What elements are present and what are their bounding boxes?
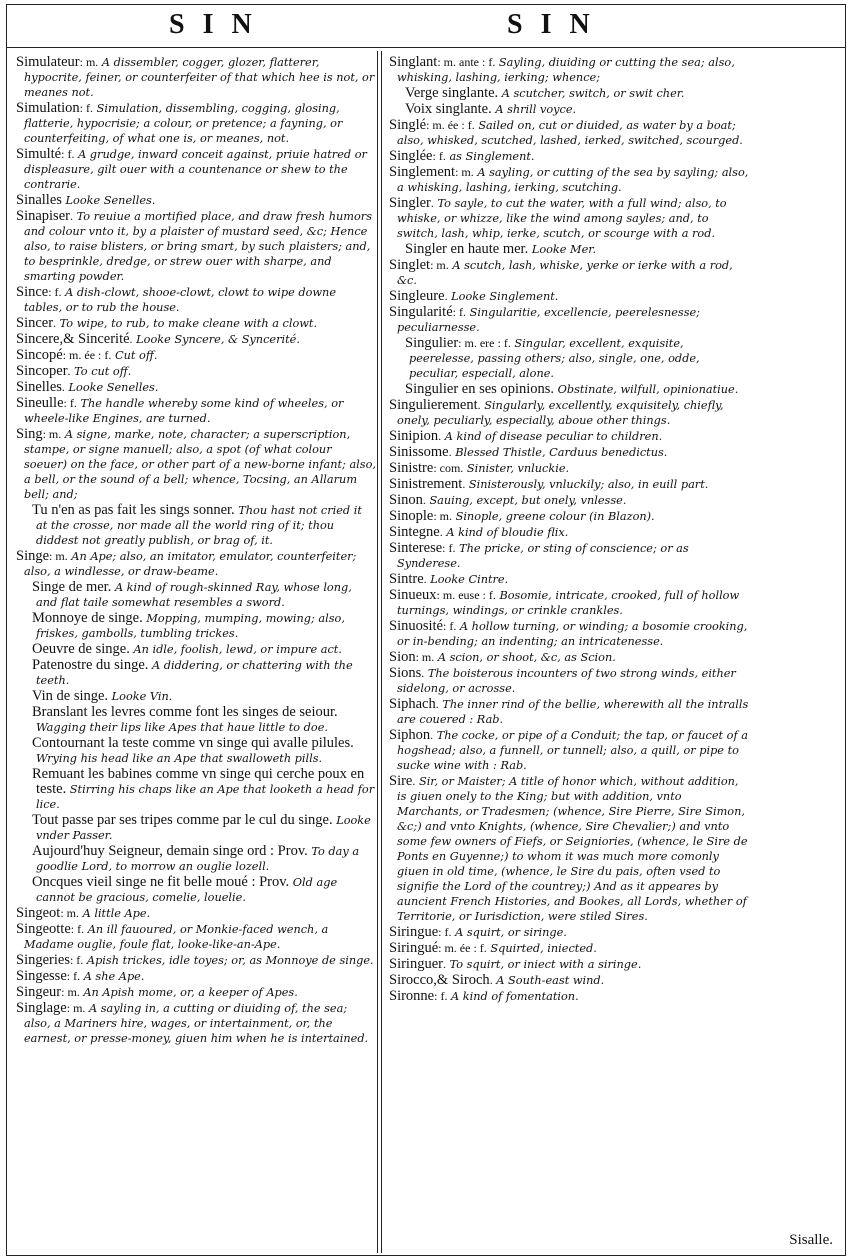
definition: Bosomie, intricate, crooked, full of hollow turnings, windings, or crinkle crankles. bbox=[397, 589, 740, 617]
headword: Simulté bbox=[16, 146, 62, 162]
headword: Singlement bbox=[389, 164, 456, 180]
running-header bbox=[7, 5, 845, 48]
headword: Sinelles bbox=[16, 379, 62, 395]
grammar-label: : m. bbox=[455, 165, 474, 179]
headword: Singulierement bbox=[389, 397, 478, 413]
dictionary-entry bbox=[389, 666, 749, 696]
grammar-label: . bbox=[430, 196, 434, 210]
dictionary-entry bbox=[389, 957, 749, 972]
definition: Looke Mer. bbox=[531, 243, 597, 256]
dictionary-entry bbox=[389, 941, 749, 956]
dictionary-entry bbox=[389, 493, 749, 508]
definition: A signe, marke, note, character; a superscription, stampe, or signe manuell; also, a spot (of what colour soeuer) on the face, or other part of a new-borne infant; also, a bell, or the sound of a bell; whence, Tocsing, an Allarum bell; and; bbox=[24, 428, 376, 501]
definition: A kind of fomentation. bbox=[451, 990, 579, 1003]
definition: Looke Cintre. bbox=[430, 573, 509, 586]
headword: Singeot bbox=[16, 905, 61, 921]
definition: Cut off. bbox=[114, 349, 158, 362]
definition: A kind of bloudie flix. bbox=[446, 526, 569, 539]
grammar-label: : com. bbox=[433, 461, 464, 475]
grammar-label: . bbox=[462, 477, 466, 491]
definition: The inner rind of the bellie, wherewith all the intralls are couered : Rab. bbox=[397, 698, 749, 726]
grammar-label: . bbox=[477, 398, 481, 412]
dictionary-entry bbox=[389, 382, 749, 397]
dictionary-entry bbox=[16, 813, 376, 843]
headword: Simulation bbox=[16, 100, 80, 116]
grammar-label: : f. bbox=[70, 922, 85, 936]
definition: Mopping, mumping, mowing; also, friskes, gambolls, tumbling trickes. bbox=[36, 612, 345, 640]
dictionary-entry bbox=[16, 332, 376, 347]
grammar-label: : m. ante : f. bbox=[437, 55, 496, 69]
dictionary-entry bbox=[16, 348, 376, 363]
grammar-label: : m. bbox=[60, 906, 79, 920]
grammar-label: : m. bbox=[415, 650, 435, 664]
definition: A scutcher, switch, or swit cher. bbox=[501, 87, 685, 100]
definition: Looke Singlement. bbox=[451, 290, 559, 303]
definition: Sinister, vnluckie. bbox=[466, 462, 570, 475]
dictionary-entry bbox=[389, 650, 749, 665]
grammar-label: . bbox=[53, 316, 57, 330]
definition: A squirt, or siringe. bbox=[455, 926, 567, 939]
headword: Sinipion bbox=[389, 428, 439, 444]
grammar-label: : f. bbox=[432, 149, 446, 163]
headword: Verge singlante. bbox=[405, 85, 499, 101]
headword: Sinistre bbox=[389, 460, 434, 476]
headword: Singleure bbox=[389, 288, 445, 304]
headword: Oeuvre de singe. bbox=[32, 641, 130, 657]
catchword: Sisalle. bbox=[789, 1232, 833, 1248]
definition: A scion, or shoot, &c, as Scion. bbox=[437, 651, 616, 664]
definition: A grudge, inward conceit against, priuie hatred or displeasure, gilt ouer with a countenance or shew to the contrarie. bbox=[24, 148, 367, 191]
headword: Singlage bbox=[16, 1000, 67, 1016]
dictionary-entry bbox=[16, 503, 376, 548]
headword: Siphon bbox=[389, 727, 431, 743]
definition: Sinisterously, vnluckily; also, in euill part. bbox=[468, 478, 709, 491]
grammar-label: . bbox=[439, 525, 443, 539]
grammar-label: : f. bbox=[452, 305, 466, 319]
definition: The handle whereby some kind of wheeles, or wheele-like Engines, are turned. bbox=[24, 397, 344, 425]
definition: An idle, foolish, lewd, or impure act. bbox=[133, 643, 342, 656]
dictionary-entry bbox=[389, 461, 749, 476]
definition: A hollow turning, or winding; a bosomie crooking, or in-bending; an indenting; an intricatenesse. bbox=[397, 620, 748, 648]
dictionary-entry bbox=[16, 549, 376, 579]
headword: Monnoye de singe. bbox=[32, 610, 143, 626]
dictionary-entry bbox=[16, 611, 376, 641]
definition: A little Ape. bbox=[82, 907, 151, 920]
dictionary-entry bbox=[16, 736, 376, 766]
grammar-label: : f. bbox=[69, 953, 84, 967]
grammar-label: : f. bbox=[434, 989, 448, 1003]
dictionary-entry bbox=[16, 427, 376, 502]
grammar-label: . bbox=[69, 209, 73, 223]
headword: Singlé bbox=[389, 117, 427, 133]
grammar-label: . bbox=[438, 429, 442, 443]
headword: Patenostre du singe. bbox=[32, 657, 149, 673]
headword: Sing bbox=[16, 426, 43, 442]
headword: Singularité bbox=[389, 304, 453, 320]
dictionary-entry bbox=[16, 658, 376, 688]
dictionary-entry bbox=[389, 242, 749, 257]
dictionary-entry bbox=[16, 193, 376, 208]
definition: Looke vnder Passer. bbox=[36, 814, 371, 842]
dictionary-entry bbox=[389, 525, 749, 540]
headword: Singulier en ses opinions. bbox=[405, 381, 555, 397]
dictionary-entry bbox=[389, 588, 749, 618]
headword: Singler bbox=[389, 195, 431, 211]
dictionary-entry bbox=[389, 398, 749, 428]
dictionary-entry bbox=[389, 445, 749, 460]
headword: Sire bbox=[389, 773, 413, 789]
headword: Sincere,& Sincerité bbox=[16, 331, 130, 347]
grammar-label: . bbox=[423, 572, 427, 586]
headword: Contournant la teste comme vn singe qui avalle pilules. bbox=[32, 735, 354, 751]
definition: A dissembler, cogger, glozer, flatterer, hypocrite, feiner, or counterfeiter of that which hee is not, or meanes not. bbox=[24, 56, 375, 99]
headword: Sinalles bbox=[16, 192, 62, 208]
dictionary-entry bbox=[16, 147, 376, 192]
grammar-label: . bbox=[129, 332, 133, 346]
dictionary-entry bbox=[16, 364, 376, 379]
definition: A diddering, or chattering with the teeth. bbox=[36, 659, 353, 687]
column-divider bbox=[377, 51, 382, 1253]
definition: Stirring his chaps like an Ape that looketh a head for lice. bbox=[36, 783, 375, 811]
headword: Tu n'en as pas fait les sings sonner. bbox=[32, 502, 235, 518]
dictionary-entry bbox=[389, 149, 749, 164]
grammar-label: : m. bbox=[49, 549, 68, 563]
grammar-label: . bbox=[421, 666, 425, 680]
definition: Sir, or Maister; A title of honor which, without addition, is giuen onely to the King; but with addition, vnto Marchants, or Tradesmen; (whence, Sire Pierre, Sire Simon, &c;) and vnto Knights, (whence, Sire Chevalier;) and vnto some few owners of Fiefs, or Seigniories, (whence, le Sire de Ponts en Guyenne;) to whom it was much more comonly giuen in old time, (whence, le Sire du pais, often vsed to signifie the Lord of the countrey;) And as it appeares by auncient French Histories, and Bookes, all Lords, whether of Territorie, or Iurisdiction, were stiled Sires. bbox=[397, 775, 748, 923]
dictionary-entry bbox=[389, 989, 749, 1004]
grammar-label: : f. bbox=[438, 925, 452, 939]
dictionary-entry bbox=[16, 101, 376, 146]
dictionary-entry bbox=[16, 396, 376, 426]
dictionary-entry bbox=[389, 258, 749, 288]
definition: The cocke, or pipe of a Conduit; the tap, or faucet of a hogshead; also, a funnell, or tunnell; also, a quill, or pipe to sucke wine with : Rab. bbox=[397, 729, 748, 772]
grammar-label: . bbox=[444, 289, 448, 303]
headword: Singeotte bbox=[16, 921, 71, 937]
definition: A sayling, or cutting of the sea by sayling; also, a whisking, lashing, ierking, scutching. bbox=[397, 166, 749, 194]
dictionary-entry bbox=[16, 209, 376, 284]
headword: Sinissome bbox=[389, 444, 449, 460]
definition: A scutch, lash, whiske, yerke or ierke with a rod, &c. bbox=[397, 259, 733, 287]
definition: A South-east wind. bbox=[496, 974, 605, 987]
dictionary-entry bbox=[389, 728, 749, 773]
definition: Thou hast not cried it at the crosse, nor made all the world ring of it; thou diddest not greatly publish, or brag of, it. bbox=[36, 504, 362, 547]
dictionary-entry bbox=[389, 86, 749, 101]
grammar-label: : m. ée : f. bbox=[62, 348, 112, 362]
dictionary-entry bbox=[389, 477, 749, 492]
grammar-label: : m. bbox=[42, 427, 62, 441]
definition: Wrying his head like an Ape that swalloweth pills. bbox=[36, 752, 323, 765]
dictionary-entry bbox=[16, 380, 376, 395]
headword: Singe de mer. bbox=[32, 579, 112, 595]
headword: Sinuosité bbox=[389, 618, 443, 634]
definition: Squirted, iniected. bbox=[490, 942, 597, 955]
headword: Simulateur bbox=[16, 55, 80, 70]
headword: Singesse bbox=[16, 968, 67, 984]
grammar-label: . bbox=[442, 957, 446, 971]
headword: Branslant les levres comme font les singes de seiour. bbox=[32, 704, 338, 720]
definition: A sayling in, a cutting or diuiding of, the sea; also, a Mariners hire, wages, or intertainment, or, the earnest, or presse-money, giuen him when he is intertained. bbox=[24, 1002, 369, 1045]
dictionary-entry bbox=[16, 985, 376, 1000]
definition: as Singlement. bbox=[449, 150, 535, 163]
grammar-label: : m. ere : f. bbox=[458, 336, 511, 350]
grammar-label: : f. bbox=[48, 285, 62, 299]
definition: To squirt, or iniect with a siringe. bbox=[449, 958, 642, 971]
grammar-label: . bbox=[422, 493, 426, 507]
grammar-label: : f. bbox=[79, 101, 93, 115]
dictionary-entry bbox=[16, 906, 376, 921]
headword: Sincopé bbox=[16, 347, 63, 363]
definition: Wagging their lips like Apes that haue little to doe. bbox=[36, 721, 328, 734]
dictionary-entry bbox=[16, 285, 376, 315]
dictionary-entry bbox=[16, 875, 376, 905]
definition: A kind of rough-skinned Ray, whose long, and flat taile somewhat resembles a sword. bbox=[36, 581, 352, 609]
headword: Singlant bbox=[389, 55, 438, 70]
dictionary-entry bbox=[16, 642, 376, 657]
definition: A she Ape. bbox=[83, 970, 145, 983]
headword: Singe bbox=[16, 548, 50, 564]
grammar-label: . bbox=[489, 973, 493, 987]
headword: Sintre bbox=[389, 571, 424, 587]
dictionary-entry bbox=[389, 305, 749, 335]
definition: Singularly, excellently, exquisitely, chiefly, onely, peculiarly, especially, aboue other things. bbox=[397, 399, 724, 427]
headword: Sinon bbox=[389, 492, 423, 508]
dictionary-entry bbox=[389, 196, 749, 241]
headword: Singlet bbox=[389, 257, 431, 273]
dictionary-entry bbox=[16, 969, 376, 984]
grammar-label: : m. euse : f. bbox=[436, 588, 496, 602]
headword: Tout passe par ses tripes comme par le cul du singe. bbox=[32, 812, 333, 828]
header-right: SIN bbox=[507, 9, 608, 40]
definition: An Ape; also, an imitator, emulator, counterfeiter; also, a windlesse, or draw-beame. bbox=[24, 550, 357, 578]
definition: Looke Syncere, & Syncerité. bbox=[136, 333, 300, 346]
definition: A kind of disease peculiar to children. bbox=[444, 430, 663, 443]
definition: Sinople, greene colour (in Blazon). bbox=[455, 510, 655, 523]
headword: Sions bbox=[389, 665, 422, 681]
grammar-label: : m. bbox=[79, 55, 99, 69]
headword: Singler en haute mer. bbox=[405, 241, 529, 257]
headword: Siringué bbox=[389, 940, 439, 956]
definition: A shrill voyce. bbox=[495, 103, 577, 116]
dictionary-entry bbox=[389, 165, 749, 195]
dictionary-entry bbox=[389, 619, 749, 649]
definition: Blessed Thistle, Carduus benedictus. bbox=[455, 446, 668, 459]
right-column bbox=[389, 55, 749, 1251]
grammar-label: : f. bbox=[442, 541, 456, 555]
grammar-label: . bbox=[67, 364, 71, 378]
headword: Oncques vieil singe ne fit belle moué : Prov. bbox=[32, 874, 290, 890]
dictionary-entry bbox=[16, 705, 376, 735]
dictionary-entry bbox=[389, 336, 749, 381]
definition: Singularitie, excellencie, peerelesnesse; peculiarnesse. bbox=[397, 306, 700, 334]
headword: Remuant les babines comme vn singe qui cerche poux en teste. bbox=[32, 766, 365, 797]
grammar-label: : m. bbox=[66, 1001, 86, 1015]
dictionary-entry bbox=[16, 580, 376, 610]
dictionary-entry bbox=[16, 316, 376, 331]
headword: Singeur bbox=[16, 984, 62, 1000]
headword: Siringuer bbox=[389, 956, 443, 972]
definition: An ill fauoured, or Monkie-faced wench, a Madame ouglie, foule flat, looke-like-an-Ape. bbox=[24, 923, 329, 951]
definition: Sauing, except, but onely, vnlesse. bbox=[429, 494, 627, 507]
headword: Sion bbox=[389, 649, 416, 665]
definition: To day a goodlie Lord, to morrow an ouglie lozell. bbox=[36, 845, 360, 873]
dictionary-entry bbox=[389, 55, 749, 85]
dictionary-entry bbox=[389, 572, 749, 587]
definition: Sailed on, cut or diuided, as water by a boat; also, whisked, scutched, lashed, ierked, switched, scourged. bbox=[397, 119, 743, 147]
definition: To reuiue a mortified place, and draw fresh humors and colour vnto it, by a plaister of mustard seed, &c; Hence also, to raise blisters, or bring smart, by such plaisters; and, to besprinkle, dredge, or strew ouer with sharpe, and smarting powder. bbox=[24, 210, 373, 283]
grammar-label: . bbox=[430, 728, 434, 742]
grammar-label: : m. ée : f. bbox=[438, 941, 487, 955]
dictionary-entry bbox=[389, 973, 749, 988]
headword: Sinapiser bbox=[16, 208, 70, 224]
grammar-label: : f. bbox=[442, 619, 457, 633]
definition: The pricke, or sting of conscience; or as Synderese. bbox=[397, 542, 689, 570]
headword: Siringue bbox=[389, 924, 439, 940]
dictionary-entry bbox=[389, 118, 749, 148]
dictionary-entry bbox=[389, 429, 749, 444]
grammar-label: : m. bbox=[430, 258, 449, 272]
grammar-label: : f. bbox=[66, 969, 81, 983]
grammar-label: : f. bbox=[61, 147, 75, 161]
definition: Singular, excellent, exquisite, peerelesse, passing others; also, single, one, odde, peculiar, especiall, alone. bbox=[409, 337, 700, 380]
definition: Apish trickes, idle toyes; or, as Monnoye de singe. bbox=[86, 954, 374, 967]
dictionary-entry bbox=[389, 697, 749, 727]
definition: To sayle, to cut the water, with a full wind; also, to whiske, or whizze, like the wind among sayles; and, to switch, lash, whip, ierke, scutch, or scourge with a rod. bbox=[397, 197, 727, 240]
headword: Sincer bbox=[16, 315, 54, 331]
headword: Sintegne bbox=[389, 524, 440, 540]
headword: Singeries bbox=[16, 952, 70, 968]
definition: Sayling, diuiding or cutting the sea; also, whisking, lashing, ierking; whence; bbox=[397, 56, 735, 84]
header-left: SIN bbox=[169, 9, 270, 40]
dictionary-entry bbox=[389, 102, 749, 117]
dictionary-page bbox=[6, 4, 846, 1256]
grammar-label: . bbox=[61, 380, 65, 394]
headword: Sineulle bbox=[16, 395, 64, 411]
dictionary-entry bbox=[389, 774, 749, 924]
dictionary-entry bbox=[16, 689, 376, 704]
dictionary-entry bbox=[16, 1001, 376, 1046]
definition: An Apish mome, or, a keeper of Apes. bbox=[83, 986, 298, 999]
grammar-label: : m. ée : f. bbox=[426, 118, 475, 132]
dictionary-entry bbox=[16, 55, 376, 100]
definition: Looke Senelles. bbox=[65, 194, 156, 207]
grammar-label: . bbox=[412, 774, 416, 788]
grammar-label: : m. bbox=[433, 509, 452, 523]
headword: Since bbox=[16, 284, 49, 300]
definition: Looke Senelles. bbox=[68, 381, 159, 394]
headword: Siphach bbox=[389, 696, 436, 712]
definition: Simulation, dissembling, cogging, glosing, flatterie, hypocrisie; a colour, or pretence; a fayning, or counterfeiting, of what one is, or meanes, not. bbox=[24, 102, 343, 145]
headword: Sinistrement bbox=[389, 476, 463, 492]
grammar-label: . bbox=[448, 445, 452, 459]
headword: Sinterese bbox=[389, 540, 443, 556]
headword: Sirocco,& Siroch bbox=[389, 972, 490, 988]
dictionary-entry bbox=[16, 922, 376, 952]
grammar-label: : f. bbox=[63, 396, 77, 410]
dictionary-entry bbox=[16, 953, 376, 968]
dictionary-entry bbox=[16, 767, 376, 812]
grammar-label: : m. bbox=[61, 985, 80, 999]
dictionary-entry bbox=[389, 509, 749, 524]
dictionary-entry bbox=[389, 541, 749, 571]
headword: Voix singlante. bbox=[405, 101, 492, 117]
definition: Obstinate, wilfull, opinionatiue. bbox=[557, 383, 739, 396]
dictionary-entry bbox=[16, 844, 376, 874]
grammar-label: . bbox=[435, 697, 439, 711]
definition: Looke Vin. bbox=[111, 690, 173, 703]
definition: Old age cannot be gracious, comelie, louelie. bbox=[36, 876, 338, 904]
definition: To wipe, to rub, to make cleane with a clowt. bbox=[59, 317, 318, 330]
headword: Aujourd'huy Seigneur, demain singe ord : Prov. bbox=[32, 843, 308, 859]
left-column bbox=[16, 55, 376, 1251]
dictionary-entry bbox=[389, 925, 749, 940]
headword: Sinople bbox=[389, 508, 434, 524]
definition: The boisterous incounters of two strong winds, either sidelong, or acrosse. bbox=[397, 667, 736, 695]
dictionary-entry bbox=[389, 289, 749, 304]
definition: A dish-clowt, shooe-clowt, clowt to wipe downe tables, or to rub the house. bbox=[24, 286, 337, 314]
headword: Sinueux bbox=[389, 587, 437, 603]
headword: Sincoper bbox=[16, 363, 68, 379]
headword: Sironne bbox=[389, 988, 435, 1004]
definition: To cut off. bbox=[74, 365, 132, 378]
headword: Singlée bbox=[389, 148, 433, 164]
headword: Vin de singe. bbox=[32, 688, 109, 704]
headword: Singulier bbox=[405, 335, 459, 351]
